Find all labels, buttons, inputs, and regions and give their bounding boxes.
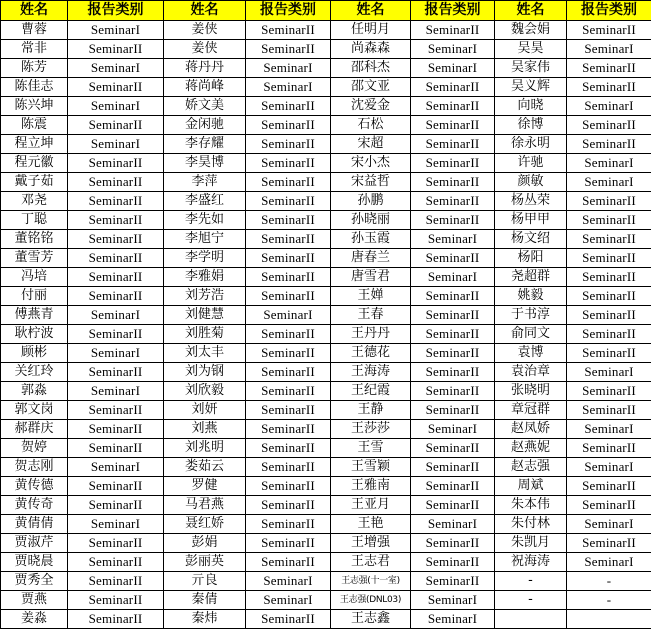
report-type-cell: SeminarII bbox=[246, 21, 331, 40]
name-cell: 刘太丰 bbox=[164, 344, 246, 363]
table-row bbox=[1, 344, 651, 363]
name-cell: 郝群庆 bbox=[1, 420, 68, 439]
report-type-cell: SeminarI bbox=[246, 78, 331, 97]
report-type-cell: SeminarII bbox=[68, 211, 164, 230]
name-cell: 刘健慧 bbox=[164, 306, 246, 325]
name-cell: 秦倩 bbox=[164, 591, 246, 610]
report-type-cell: SeminarII bbox=[411, 154, 495, 173]
name-cell: 罗健 bbox=[164, 477, 246, 496]
name-cell: 李旭宁 bbox=[164, 230, 246, 249]
report-type-cell: SeminarII bbox=[567, 116, 651, 135]
name-cell: 丁聪 bbox=[1, 211, 68, 230]
name-cell: 邵科杰 bbox=[331, 59, 411, 78]
name-cell: 徐永明 bbox=[495, 135, 567, 154]
report-type-cell: SeminarII bbox=[411, 401, 495, 420]
name-cell: 姜淼 bbox=[1, 610, 68, 629]
report-type-cell: SeminarII bbox=[411, 78, 495, 97]
table-row bbox=[1, 116, 651, 135]
name-cell: 付丽 bbox=[1, 287, 68, 306]
name-cell: 王艳 bbox=[331, 515, 411, 534]
report-type-cell: SeminarI bbox=[411, 268, 495, 287]
name-cell: 亓良 bbox=[164, 572, 246, 591]
name-cell: 王丹丹 bbox=[331, 325, 411, 344]
report-type-column-header: 报告类别 bbox=[567, 1, 651, 21]
name-cell: 刘妍 bbox=[164, 401, 246, 420]
report-type-cell: SeminarI bbox=[246, 59, 331, 78]
report-type-cell: SeminarI bbox=[68, 458, 164, 477]
report-type-cell: SeminarII bbox=[246, 477, 331, 496]
table-row bbox=[1, 401, 651, 420]
table-row bbox=[1, 40, 651, 59]
report-type-cell: SeminarI bbox=[68, 344, 164, 363]
name-cell: 向晓 bbox=[495, 97, 567, 116]
name-cell: 宋益哲 bbox=[331, 173, 411, 192]
name-cell: 王雪颖 bbox=[331, 458, 411, 477]
table-row bbox=[1, 496, 651, 515]
report-type-column-header: 报告类别 bbox=[246, 1, 331, 21]
name-cell: 邵文亚 bbox=[331, 78, 411, 97]
name-cell: 颜敏 bbox=[495, 173, 567, 192]
report-type-cell: SeminarI bbox=[246, 591, 331, 610]
name-cell: 姚毅 bbox=[495, 287, 567, 306]
name-cell: 刘燕 bbox=[164, 420, 246, 439]
name-cell: 杨阳 bbox=[495, 249, 567, 268]
report-type-cell: SeminarII bbox=[68, 192, 164, 211]
report-type-cell: SeminarII bbox=[246, 249, 331, 268]
name-cell: 王志君 bbox=[331, 553, 411, 572]
name-cell: 朱凯月 bbox=[495, 534, 567, 553]
table-row bbox=[1, 382, 651, 401]
name-cell: 黄传德 bbox=[1, 477, 68, 496]
report-type-cell: SeminarII bbox=[567, 306, 651, 325]
report-type-cell: SeminarII bbox=[246, 135, 331, 154]
name-cell: 刘胜菊 bbox=[164, 325, 246, 344]
report-type-cell: SeminarII bbox=[411, 21, 495, 40]
name-cell: 姜侠 bbox=[164, 21, 246, 40]
report-type-cell: SeminarI bbox=[411, 420, 495, 439]
table-row bbox=[1, 553, 651, 572]
report-type-cell: SeminarII bbox=[246, 420, 331, 439]
name-cell: 娄茹云 bbox=[164, 458, 246, 477]
report-type-cell: SeminarI bbox=[567, 97, 651, 116]
name-cell: 刘欣毅 bbox=[164, 382, 246, 401]
report-type-cell: SeminarI bbox=[68, 59, 164, 78]
header-row bbox=[1, 1, 651, 21]
name-cell: 聂红娇 bbox=[164, 515, 246, 534]
report-type-cell: SeminarII bbox=[246, 610, 331, 629]
table-row bbox=[1, 230, 651, 249]
report-type-cell: SeminarII bbox=[68, 610, 164, 629]
name-cell: 贾淑芹 bbox=[1, 534, 68, 553]
report-type-cell: SeminarII bbox=[68, 363, 164, 382]
report-type-cell: SeminarII bbox=[411, 477, 495, 496]
report-type-cell: SeminarII bbox=[567, 78, 651, 97]
name-cell: 贾燕 bbox=[1, 591, 68, 610]
name-cell: 戴子茹 bbox=[1, 173, 68, 192]
report-type-cell: SeminarII bbox=[246, 211, 331, 230]
name-cell: 祝海涛 bbox=[495, 553, 567, 572]
name-cell: 彭丽英 bbox=[164, 553, 246, 572]
name-cell: 王海涛 bbox=[331, 363, 411, 382]
report-type-cell: SeminarI bbox=[567, 173, 651, 192]
report-type-cell: SeminarII bbox=[246, 268, 331, 287]
report-type-cell: SeminarI bbox=[567, 515, 651, 534]
table-row bbox=[1, 211, 651, 230]
name-cell: 郭淼 bbox=[1, 382, 68, 401]
table-row bbox=[1, 78, 651, 97]
report-type-cell: SeminarII bbox=[246, 287, 331, 306]
report-type-cell: SeminarII bbox=[411, 249, 495, 268]
report-type-cell: SeminarII bbox=[68, 401, 164, 420]
report-type-cell: SeminarII bbox=[411, 306, 495, 325]
report-type-cell: SeminarII bbox=[246, 515, 331, 534]
name-cell: 李学明 bbox=[164, 249, 246, 268]
name-cell: 孙鹏 bbox=[331, 192, 411, 211]
name-cell: 贾晓晨 bbox=[1, 553, 68, 572]
report-type-cell: SeminarII bbox=[246, 40, 331, 59]
report-type-cell: SeminarI bbox=[411, 230, 495, 249]
report-type-cell: SeminarII bbox=[411, 344, 495, 363]
report-type-cell: SeminarII bbox=[567, 192, 651, 211]
name-cell: 尚森森 bbox=[331, 40, 411, 59]
report-type-cell: SeminarII bbox=[68, 591, 164, 610]
report-type-cell: SeminarII bbox=[246, 363, 331, 382]
table-row bbox=[1, 154, 651, 173]
report-type-cell: SeminarI bbox=[567, 40, 651, 59]
report-type-cell: SeminarII bbox=[567, 344, 651, 363]
report-type-cell: SeminarII bbox=[411, 135, 495, 154]
report-type-column-header: 报告类别 bbox=[411, 1, 495, 21]
report-type-cell: SeminarII bbox=[246, 534, 331, 553]
name-cell: 王雪 bbox=[331, 439, 411, 458]
name-cell: 顾彬 bbox=[1, 344, 68, 363]
name-cell: 袁治章 bbox=[495, 363, 567, 382]
name-cell: 王志强(DNL03) bbox=[331, 591, 411, 610]
report-type-cell: SeminarI bbox=[567, 363, 651, 382]
name-cell: 王雅南 bbox=[331, 477, 411, 496]
report-type-cell: SeminarII bbox=[567, 268, 651, 287]
table-row bbox=[1, 591, 651, 610]
name-cell: 任明月 bbox=[331, 21, 411, 40]
report-type-cell: SeminarI bbox=[411, 610, 495, 629]
report-type-cell: SeminarII bbox=[246, 401, 331, 420]
name-cell: 魏会娟 bbox=[495, 21, 567, 40]
name-cell: 彭娟 bbox=[164, 534, 246, 553]
report-type-cell: SeminarII bbox=[246, 230, 331, 249]
name-cell: 李先如 bbox=[164, 211, 246, 230]
report-type-cell: SeminarII bbox=[68, 268, 164, 287]
report-type-cell: SeminarII bbox=[411, 97, 495, 116]
name-cell: 王莎莎 bbox=[331, 420, 411, 439]
report-type-cell: SeminarII bbox=[68, 116, 164, 135]
table-row bbox=[1, 420, 651, 439]
name-cell: 宋小杰 bbox=[331, 154, 411, 173]
name-cell: 石松 bbox=[331, 116, 411, 135]
name-cell: 王增强 bbox=[331, 534, 411, 553]
table-row bbox=[1, 192, 651, 211]
table-row bbox=[1, 97, 651, 116]
name-cell: 陈震 bbox=[1, 116, 68, 135]
name-cell: 刘芳浩 bbox=[164, 287, 246, 306]
report-type-cell: SeminarII bbox=[411, 382, 495, 401]
name-cell: 吴家伟 bbox=[495, 59, 567, 78]
name-cell: 贾秀全 bbox=[1, 572, 68, 591]
name-cell: 张晓明 bbox=[495, 382, 567, 401]
report-type-cell: SeminarII bbox=[246, 154, 331, 173]
name-cell: 贺志刚 bbox=[1, 458, 68, 477]
report-type-cell: SeminarII bbox=[567, 477, 651, 496]
table-row bbox=[1, 610, 651, 629]
report-type-cell: SeminarII bbox=[68, 249, 164, 268]
report-type-cell: SeminarII bbox=[411, 439, 495, 458]
name-cell: 邓尧 bbox=[1, 192, 68, 211]
report-type-cell: - bbox=[567, 591, 651, 610]
report-type-cell: SeminarII bbox=[68, 553, 164, 572]
name-cell: 常非 bbox=[1, 40, 68, 59]
report-type-cell: SeminarII bbox=[411, 325, 495, 344]
name-cell: 李雅娟 bbox=[164, 268, 246, 287]
name-cell: 王纪霞 bbox=[331, 382, 411, 401]
name-cell: 杨丛荣 bbox=[495, 192, 567, 211]
name-cell: 关红玲 bbox=[1, 363, 68, 382]
name-cell: 章冠群 bbox=[495, 401, 567, 420]
report-type-cell: SeminarII bbox=[411, 496, 495, 515]
report-type-cell: SeminarI bbox=[567, 458, 651, 477]
name-cell: 朱付林 bbox=[495, 515, 567, 534]
name-cell: 赵志强 bbox=[495, 458, 567, 477]
table-row bbox=[1, 477, 651, 496]
report-type-cell: SeminarII bbox=[411, 192, 495, 211]
report-type-cell: SeminarII bbox=[246, 382, 331, 401]
table-row bbox=[1, 135, 651, 154]
report-type-cell: SeminarI bbox=[68, 97, 164, 116]
name-cell: - bbox=[495, 591, 567, 610]
report-type-cell: SeminarII bbox=[567, 401, 651, 420]
report-type-cell: SeminarI bbox=[411, 59, 495, 78]
name-cell: 王志鑫 bbox=[331, 610, 411, 629]
report-type-cell: SeminarI bbox=[68, 306, 164, 325]
report-type-cell: SeminarII bbox=[567, 496, 651, 515]
name-cell: 刘为钢 bbox=[164, 363, 246, 382]
report-type-cell: SeminarII bbox=[567, 211, 651, 230]
name-cell: 宋超 bbox=[331, 135, 411, 154]
name-cell: 唐春兰 bbox=[331, 249, 411, 268]
report-type-cell: SeminarII bbox=[246, 97, 331, 116]
report-type-cell: SeminarII bbox=[567, 325, 651, 344]
name-cell: 程立坤 bbox=[1, 135, 68, 154]
report-type-cell: SeminarI bbox=[567, 154, 651, 173]
report-type-column-header: 报告类别 bbox=[68, 1, 164, 21]
table-row bbox=[1, 268, 651, 287]
table-row bbox=[1, 534, 651, 553]
report-type-cell: SeminarII bbox=[567, 439, 651, 458]
name-cell: 吴昊 bbox=[495, 40, 567, 59]
name-cell: 郭文岗 bbox=[1, 401, 68, 420]
report-type-cell: SeminarI bbox=[68, 135, 164, 154]
report-type-cell: SeminarII bbox=[567, 135, 651, 154]
name-cell bbox=[495, 610, 567, 629]
name-cell: 冯培 bbox=[1, 268, 68, 287]
report-type-cell: SeminarII bbox=[68, 477, 164, 496]
name-cell: 周斌 bbox=[495, 477, 567, 496]
report-type-cell: SeminarII bbox=[567, 287, 651, 306]
name-cell: 李昊博 bbox=[164, 154, 246, 173]
name-cell: 刘兆明 bbox=[164, 439, 246, 458]
name-cell: 孙玉霞 bbox=[331, 230, 411, 249]
name-cell: 蒋丹丹 bbox=[164, 59, 246, 78]
name-cell: 赵凤娇 bbox=[495, 420, 567, 439]
report-type-cell: SeminarII bbox=[246, 496, 331, 515]
report-type-cell: SeminarII bbox=[567, 230, 651, 249]
table-row bbox=[1, 515, 651, 534]
report-type-cell: SeminarII bbox=[68, 325, 164, 344]
name-cell: 徐博 bbox=[495, 116, 567, 135]
name-cell: - bbox=[495, 572, 567, 591]
name-column-header: 姓名 bbox=[1, 1, 68, 21]
report-type-cell: SeminarI bbox=[68, 21, 164, 40]
name-cell: 董铭铭 bbox=[1, 230, 68, 249]
report-type-cell: SeminarII bbox=[411, 553, 495, 572]
report-type-cell: SeminarII bbox=[68, 154, 164, 173]
table-row bbox=[1, 363, 651, 382]
report-type-cell: SeminarII bbox=[68, 78, 164, 97]
name-cell: 程元徽 bbox=[1, 154, 68, 173]
name-cell: 耿柠波 bbox=[1, 325, 68, 344]
table-row bbox=[1, 325, 651, 344]
report-type-cell: SeminarI bbox=[567, 553, 651, 572]
report-type-cell: SeminarII bbox=[246, 192, 331, 211]
name-cell: 陈芳 bbox=[1, 59, 68, 78]
report-type-cell: SeminarII bbox=[246, 325, 331, 344]
name-cell: 王静 bbox=[331, 401, 411, 420]
name-cell: 孙晓丽 bbox=[331, 211, 411, 230]
name-cell: 尧超群 bbox=[495, 268, 567, 287]
report-type-cell: SeminarII bbox=[68, 287, 164, 306]
name-cell: 傅燕青 bbox=[1, 306, 68, 325]
name-cell: 唐雪君 bbox=[331, 268, 411, 287]
name-cell: 陈兴坤 bbox=[1, 97, 68, 116]
table-row bbox=[1, 287, 651, 306]
report-type-cell: SeminarI bbox=[246, 306, 331, 325]
report-type-cell: SeminarII bbox=[567, 59, 651, 78]
report-type-cell: SeminarII bbox=[411, 572, 495, 591]
table-body bbox=[1, 21, 651, 629]
report-type-cell: SeminarII bbox=[68, 534, 164, 553]
report-type-cell: SeminarI bbox=[411, 591, 495, 610]
report-type-cell: SeminarI bbox=[246, 572, 331, 591]
report-type-cell: SeminarII bbox=[246, 553, 331, 572]
report-type-cell: SeminarII bbox=[68, 420, 164, 439]
name-cell: 贺婷 bbox=[1, 439, 68, 458]
report-type-cell: SeminarII bbox=[246, 439, 331, 458]
name-cell: 赵燕妮 bbox=[495, 439, 567, 458]
name-cell: 黄倩倩 bbox=[1, 515, 68, 534]
report-type-cell: SeminarII bbox=[411, 287, 495, 306]
report-type-cell: SeminarII bbox=[68, 572, 164, 591]
name-cell: 王春 bbox=[331, 306, 411, 325]
name-cell: 秦炜 bbox=[164, 610, 246, 629]
name-cell: 杨甲甲 bbox=[495, 211, 567, 230]
name-cell: 王婵 bbox=[331, 287, 411, 306]
table-row bbox=[1, 249, 651, 268]
report-type-cell: SeminarII bbox=[246, 458, 331, 477]
report-type-cell: SeminarI bbox=[68, 382, 164, 401]
name-cell: 吴义辉 bbox=[495, 78, 567, 97]
table-row bbox=[1, 59, 651, 78]
name-cell: 姜侠 bbox=[164, 40, 246, 59]
report-type-cell: SeminarII bbox=[68, 40, 164, 59]
name-cell: 许驰 bbox=[495, 154, 567, 173]
name-column-header: 姓名 bbox=[495, 1, 567, 21]
report-type-cell: SeminarII bbox=[411, 116, 495, 135]
name-column-header: 姓名 bbox=[164, 1, 246, 21]
table-row bbox=[1, 173, 651, 192]
table-row bbox=[1, 572, 651, 591]
name-cell: 黄传奇 bbox=[1, 496, 68, 515]
name-cell: 王亚月 bbox=[331, 496, 411, 515]
report-type-cell: SeminarII bbox=[411, 363, 495, 382]
report-type-cell: SeminarII bbox=[411, 173, 495, 192]
name-cell: 王志强(十一室) bbox=[331, 572, 411, 591]
report-type-cell: SeminarI bbox=[411, 40, 495, 59]
name-cell: 王德花 bbox=[331, 344, 411, 363]
name-cell: 金闲驰 bbox=[164, 116, 246, 135]
name-cell: 袁博 bbox=[495, 344, 567, 363]
report-type-cell: SeminarII bbox=[411, 458, 495, 477]
name-cell: 朱本伟 bbox=[495, 496, 567, 515]
table-row bbox=[1, 458, 651, 477]
name-cell: 李盛红 bbox=[164, 192, 246, 211]
name-cell: 俞同文 bbox=[495, 325, 567, 344]
name-cell: 曹蓉 bbox=[1, 21, 68, 40]
name-cell: 娇文美 bbox=[164, 97, 246, 116]
report-type-cell: SeminarII bbox=[567, 382, 651, 401]
name-cell: 杨文绍 bbox=[495, 230, 567, 249]
report-type-cell: SeminarII bbox=[68, 496, 164, 515]
report-type-cell: SeminarII bbox=[567, 21, 651, 40]
name-cell: 蒋尚峰 bbox=[164, 78, 246, 97]
name-cell: 董雪芳 bbox=[1, 249, 68, 268]
report-type-cell: SeminarII bbox=[411, 534, 495, 553]
report-type-cell: SeminarII bbox=[246, 173, 331, 192]
report-type-cell: SeminarII bbox=[567, 534, 651, 553]
name-cell: 李萍 bbox=[164, 173, 246, 192]
name-column-header: 姓名 bbox=[331, 1, 411, 21]
report-type-cell: SeminarII bbox=[411, 211, 495, 230]
report-type-cell: SeminarI bbox=[68, 515, 164, 534]
report-type-cell: SeminarII bbox=[567, 249, 651, 268]
report-type-cell: SeminarII bbox=[68, 439, 164, 458]
report-type-cell: SeminarI bbox=[567, 420, 651, 439]
report-type-cell: SeminarII bbox=[68, 173, 164, 192]
report-type-cell: - bbox=[567, 572, 651, 591]
report-type-cell: SeminarII bbox=[68, 230, 164, 249]
report-type-cell: SeminarII bbox=[246, 344, 331, 363]
name-cell: 沈爱金 bbox=[331, 97, 411, 116]
table-row bbox=[1, 21, 651, 40]
table-row bbox=[1, 439, 651, 458]
report-type-cell: SeminarI bbox=[411, 515, 495, 534]
report-type-cell: SeminarII bbox=[246, 116, 331, 135]
name-cell: 马君燕 bbox=[164, 496, 246, 515]
table-row bbox=[1, 306, 651, 325]
name-cell: 陈佳志 bbox=[1, 78, 68, 97]
name-cell: 李存耀 bbox=[164, 135, 246, 154]
name-cell: 于书淳 bbox=[495, 306, 567, 325]
report-type-cell bbox=[567, 610, 651, 629]
